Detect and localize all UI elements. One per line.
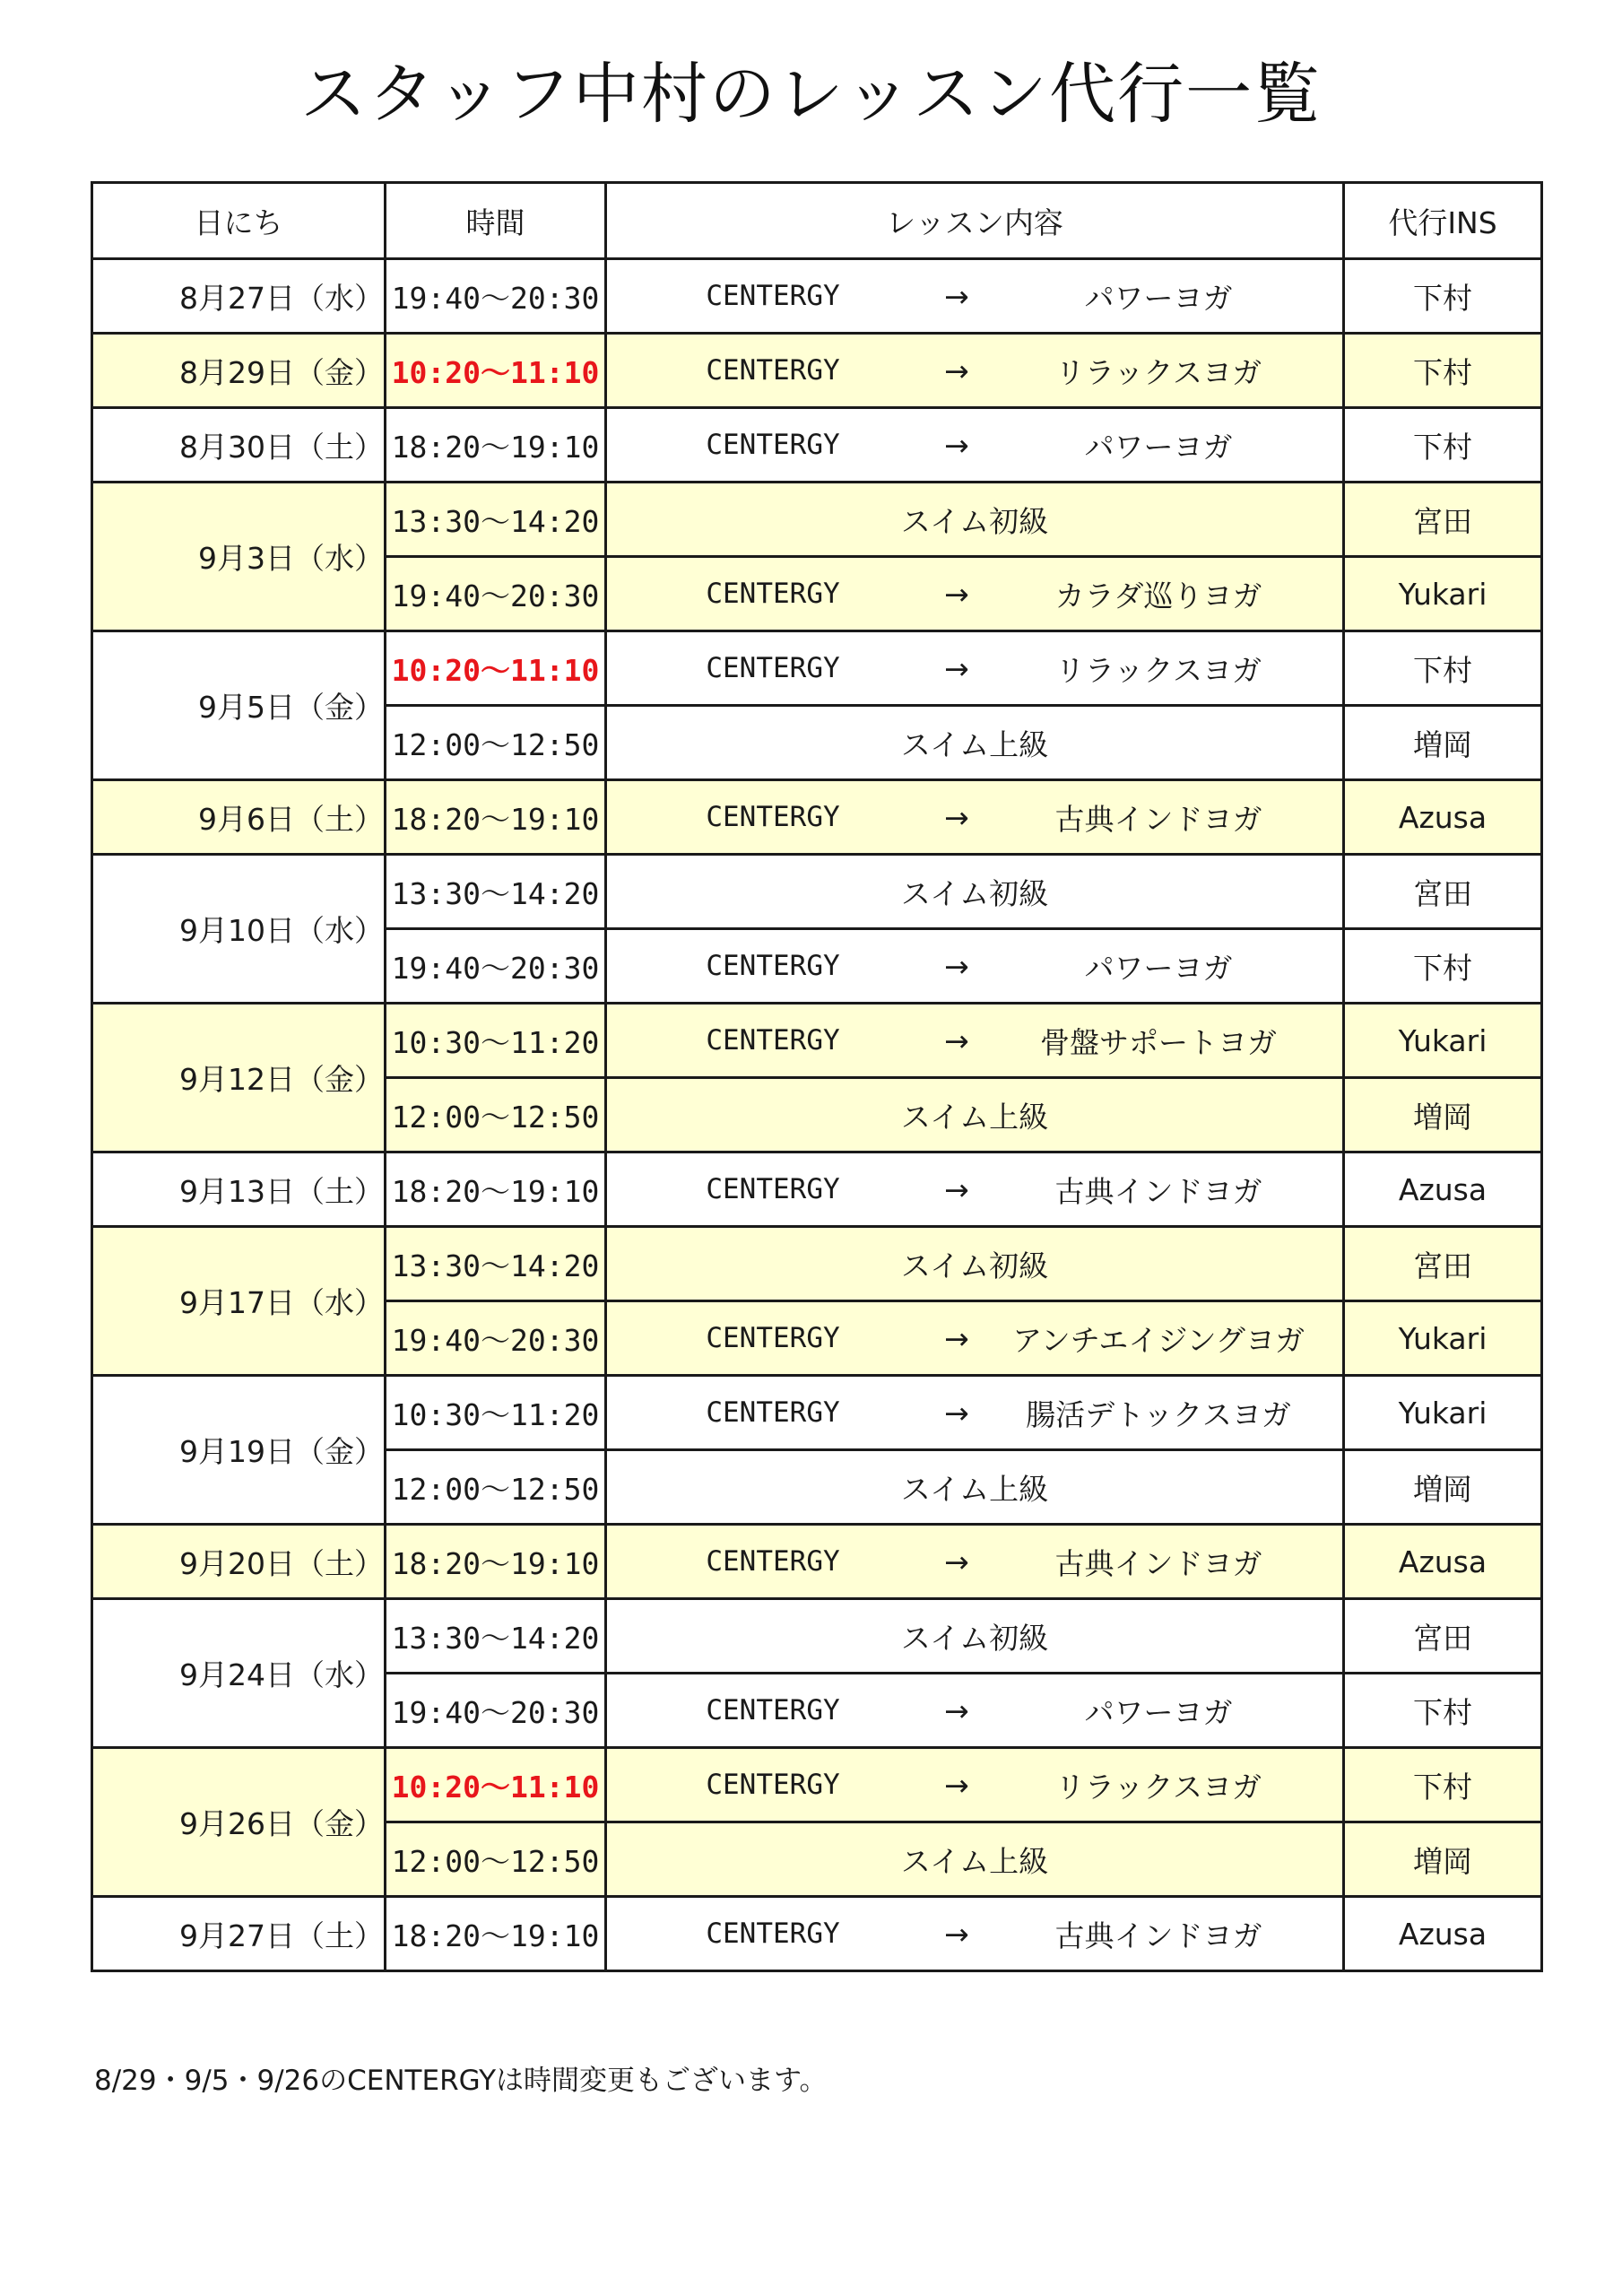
table-row — [92, 1897, 1542, 1971]
footnote: 8/29・9/5・9/26のCENTERGYは時間変更もございます。 — [94, 2065, 828, 2097]
lesson-cell — [606, 631, 1344, 706]
time-cell: 18:20～19:10 — [386, 408, 606, 483]
arrow-icon: → — [944, 1767, 969, 1803]
arrow-icon: → — [944, 1171, 969, 1207]
date-cell: 9月10日（水） — [92, 855, 386, 1004]
date-cell: 9月3日（水） — [92, 483, 386, 631]
studio-label: CENTERGY — [706, 429, 840, 461]
time-cell: 19:40～20:30 — [386, 929, 606, 1004]
arrow-icon: → — [944, 1916, 969, 1952]
page-title: スタッフ中村のレッスン代行一覧 — [299, 56, 1323, 133]
lesson-cell: スイム初級 — [606, 1227, 1344, 1301]
time-cell: 10:20～11:10 — [386, 334, 606, 408]
header-lesson: レッスン内容 — [606, 183, 1344, 259]
lesson-schedule-table — [91, 181, 1543, 1972]
table-row — [92, 259, 1542, 334]
arrow-icon: → — [944, 576, 969, 612]
instructor-cell: Yukari — [1344, 1301, 1542, 1376]
program-label: 古典インドヨガ — [1054, 801, 1262, 837]
arrow-icon: → — [944, 278, 969, 314]
table-row — [92, 483, 1542, 557]
date-cell: 9月5日（金） — [92, 631, 386, 780]
instructor-cell: Azusa — [1344, 1525, 1542, 1599]
time-cell: 19:40～20:30 — [386, 259, 606, 334]
table-row — [92, 1525, 1542, 1599]
table-row — [92, 855, 1542, 929]
instructor-cell: Azusa — [1344, 1897, 1542, 1971]
studio-label: CENTERGY — [706, 801, 840, 833]
arrow-icon: → — [944, 352, 969, 388]
time-cell: 18:20～19:10 — [386, 780, 606, 855]
lesson-cell: スイム上級 — [606, 1450, 1344, 1525]
instructor-cell: 下村 — [1344, 1674, 1542, 1748]
time-cell: 12:00～12:50 — [386, 1078, 606, 1152]
studio-label: CENTERGY — [706, 1918, 840, 1950]
lesson-cell: スイム上級 — [606, 1822, 1344, 1897]
arrow-icon: → — [944, 427, 969, 463]
lesson-cell: スイム上級 — [606, 1078, 1344, 1152]
table-row — [92, 780, 1542, 855]
studio-label: CENTERGY — [706, 950, 840, 982]
studio-label: CENTERGY — [706, 1694, 840, 1726]
studio-label: CENTERGY — [706, 652, 840, 684]
instructor-cell: 下村 — [1344, 334, 1542, 408]
instructor-cell: 増岡 — [1344, 1078, 1542, 1152]
lesson-cell: スイム初級 — [606, 483, 1344, 557]
time-cell: 18:20～19:10 — [386, 1897, 606, 1971]
lesson-cell — [606, 1004, 1344, 1078]
studio-label: CENTERGY — [706, 1545, 840, 1578]
instructor-cell: 宮田 — [1344, 1227, 1542, 1301]
lesson-cell — [606, 1152, 1344, 1227]
time-cell: 13:30～14:20 — [386, 1227, 606, 1301]
arrow-icon: → — [944, 1320, 969, 1356]
lesson-cell: スイム上級 — [606, 706, 1344, 780]
date-cell: 8月30日（土） — [92, 408, 386, 483]
lesson-cell — [606, 929, 1344, 1004]
instructor-cell: 宮田 — [1344, 855, 1542, 929]
lesson-cell — [606, 408, 1344, 483]
instructor-cell: 宮田 — [1344, 483, 1542, 557]
program-label: カラダ巡りヨガ — [1054, 578, 1262, 613]
arrow-icon: → — [944, 799, 969, 835]
date-cell: 8月27日（水） — [92, 259, 386, 334]
studio-label: CENTERGY — [706, 1396, 840, 1429]
date-cell: 9月27日（土） — [92, 1897, 386, 1971]
time-cell: 13:30～14:20 — [386, 483, 606, 557]
date-cell: 9月6日（土） — [92, 780, 386, 855]
studio-label: CENTERGY — [706, 1173, 840, 1205]
arrow-icon: → — [944, 1022, 969, 1058]
table-row — [92, 631, 1542, 706]
program-label: リラックスヨガ — [1054, 652, 1262, 688]
lesson-cell — [606, 334, 1344, 408]
table-row — [92, 1599, 1542, 1674]
instructor-cell: 増岡 — [1344, 1822, 1542, 1897]
studio-label: CENTERGY — [706, 1322, 840, 1354]
lesson-cell — [606, 557, 1344, 631]
table-row — [92, 1748, 1542, 1822]
time-cell: 10:20～11:10 — [386, 1748, 606, 1822]
lesson-cell — [606, 1301, 1344, 1376]
program-label: リラックスヨガ — [1054, 1769, 1262, 1805]
arrow-icon: → — [944, 1395, 969, 1431]
time-cell: 13:30～14:20 — [386, 1599, 606, 1674]
table-header-row — [92, 183, 1542, 259]
program-label: 骨盤サポートヨガ — [1040, 1024, 1277, 1060]
instructor-cell: 下村 — [1344, 631, 1542, 706]
date-cell: 9月12日（金） — [92, 1004, 386, 1152]
date-cell: 9月20日（土） — [92, 1525, 386, 1599]
lesson-cell — [606, 1897, 1344, 1971]
table-row — [92, 1004, 1542, 1078]
instructor-cell: Yukari — [1344, 1004, 1542, 1078]
instructor-cell: 増岡 — [1344, 706, 1542, 780]
lesson-cell — [606, 259, 1344, 334]
instructor-cell: 増岡 — [1344, 1450, 1542, 1525]
date-cell: 9月17日（水） — [92, 1227, 386, 1376]
studio-label: CENTERGY — [706, 280, 840, 312]
program-label: 腸活デトックスヨガ — [1026, 1396, 1291, 1432]
lesson-cell — [606, 1674, 1344, 1748]
studio-label: CENTERGY — [706, 1769, 840, 1801]
time-cell: 19:40～20:30 — [386, 1674, 606, 1748]
time-cell: 19:40～20:30 — [386, 557, 606, 631]
date-cell: 9月13日（土） — [92, 1152, 386, 1227]
program-label: パワーヨガ — [1084, 429, 1233, 465]
instructor-cell: 下村 — [1344, 1748, 1542, 1822]
time-cell: 12:00～12:50 — [386, 706, 606, 780]
program-label: アンチエイジングヨガ — [1012, 1322, 1305, 1358]
program-label: 古典インドヨガ — [1054, 1173, 1262, 1209]
arrow-icon: → — [944, 948, 969, 984]
instructor-cell: 下村 — [1344, 408, 1542, 483]
instructor-cell: Azusa — [1344, 780, 1542, 855]
date-cell: 9月19日（金） — [92, 1376, 386, 1525]
table-row — [92, 1227, 1542, 1301]
instructor-cell: 宮田 — [1344, 1599, 1542, 1674]
lesson-cell — [606, 1376, 1344, 1450]
header-ins: 代行INS — [1344, 183, 1542, 259]
program-label: 古典インドヨガ — [1054, 1918, 1262, 1953]
instructor-cell: Azusa — [1344, 1152, 1542, 1227]
program-label: 古典インドヨガ — [1054, 1545, 1262, 1581]
header-date: 日にち — [92, 183, 386, 259]
studio-label: CENTERGY — [706, 578, 840, 610]
lesson-cell — [606, 1525, 1344, 1599]
program-label: リラックスヨガ — [1054, 354, 1262, 390]
arrow-icon: → — [944, 1544, 969, 1579]
lesson-cell: スイム初級 — [606, 1599, 1344, 1674]
instructor-cell: Yukari — [1344, 557, 1542, 631]
arrow-icon: → — [944, 1692, 969, 1728]
program-label: パワーヨガ — [1084, 280, 1233, 316]
table-row — [92, 408, 1542, 483]
arrow-icon: → — [944, 650, 969, 686]
header-time: 時間 — [386, 183, 606, 259]
time-cell: 12:00～12:50 — [386, 1450, 606, 1525]
instructor-cell: 下村 — [1344, 259, 1542, 334]
lesson-cell — [606, 1748, 1344, 1822]
time-cell: 10:20～11:10 — [386, 631, 606, 706]
studio-label: CENTERGY — [706, 354, 840, 387]
time-cell: 13:30～14:20 — [386, 855, 606, 929]
table-row — [92, 334, 1542, 408]
instructor-cell: 下村 — [1344, 929, 1542, 1004]
time-cell: 12:00～12:50 — [386, 1822, 606, 1897]
time-cell: 18:20～19:10 — [386, 1152, 606, 1227]
table-row — [92, 1376, 1542, 1450]
date-cell: 9月26日（金） — [92, 1748, 386, 1897]
date-cell: 8月29日（金） — [92, 334, 386, 408]
time-cell: 18:20～19:10 — [386, 1525, 606, 1599]
lesson-cell — [606, 780, 1344, 855]
table-row — [92, 1152, 1542, 1227]
time-cell: 10:30～11:20 — [386, 1004, 606, 1078]
program-label: パワーヨガ — [1084, 950, 1233, 986]
date-cell: 9月24日（水） — [92, 1599, 386, 1748]
time-cell: 19:40～20:30 — [386, 1301, 606, 1376]
studio-label: CENTERGY — [706, 1024, 840, 1057]
lesson-cell: スイム初級 — [606, 855, 1344, 929]
instructor-cell: Yukari — [1344, 1376, 1542, 1450]
time-cell: 10:30～11:20 — [386, 1376, 606, 1450]
program-label: パワーヨガ — [1084, 1694, 1233, 1730]
